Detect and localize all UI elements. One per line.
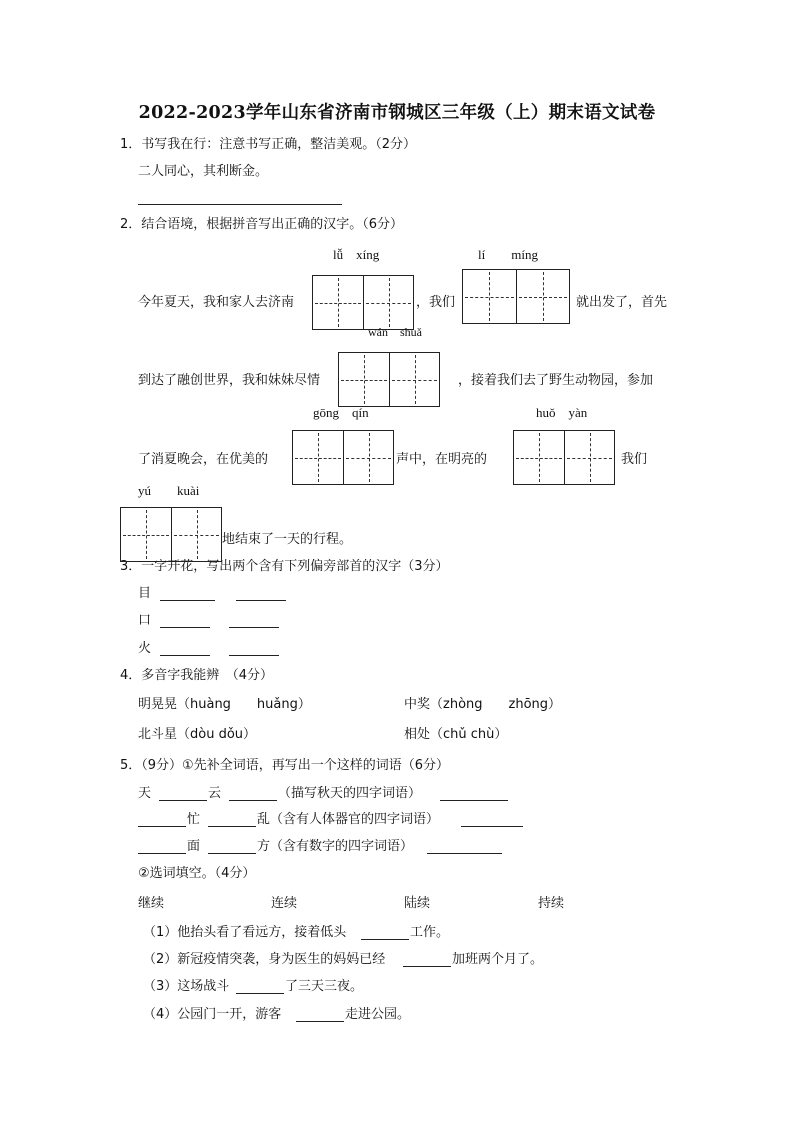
pinyin-gongqin: gōng qín <box>313 405 369 420</box>
q3-blank-huo-1[interactable] <box>160 641 210 656</box>
q3-blank-mu-2[interactable] <box>236 586 286 601</box>
q2-line2-part1: 到达了融创世界，我和妹妹尽情 <box>138 373 321 388</box>
q5-l1-blank1[interactable] <box>159 786 207 801</box>
answer-grid-gongqin[interactable] <box>292 430 394 485</box>
q5-l3-b: 方（含有数字的四字词语） <box>257 839 414 854</box>
q5-s4-blank[interactable] <box>296 1007 344 1022</box>
q1-heading: 1．书写我在行：注意书写正确，整洁美观。（2分） <box>120 137 417 152</box>
q2-line1-part1: 今年夏天，我和家人去济南 <box>138 295 295 310</box>
pinyin-yukuai: yú kuài <box>138 483 200 498</box>
q5-l3-blank2[interactable] <box>208 839 256 854</box>
q2-line3-part1: 了消夏晚会，在优美的 <box>138 452 269 467</box>
q2-line3-part2: 声中，在明亮的 <box>396 452 488 467</box>
pinyin-huoyan: huǒ yàn <box>536 405 588 420</box>
q3-radical-mu: 目 <box>138 586 152 601</box>
q5-l3-blank1[interactable] <box>138 839 186 854</box>
q5-heading: 5．（9分）①先补全词语，再写出一个这样的词语（6分） <box>120 758 449 773</box>
answer-grid-yukuai[interactable] <box>120 507 222 562</box>
q5-option-lianxu: 连续 <box>271 896 298 911</box>
q2-line1-part2: ，我们 <box>416 295 456 310</box>
q5-l1-answer[interactable] <box>440 786 508 801</box>
q5-l1-a: 天 <box>138 786 152 801</box>
q3-radical-huo: 火 <box>138 641 152 656</box>
q5-l1-blank2[interactable] <box>229 786 277 801</box>
q5-s1-b: 工作。 <box>410 925 450 940</box>
q4-item-beidouxing: 北斗星（dòu dǒu） <box>138 727 257 742</box>
q4-item-xiangchu: 相处（chǔ chù） <box>404 727 508 742</box>
q5-option-jixu: 继续 <box>138 896 165 911</box>
q5-s2-b: 加班两个月了。 <box>452 952 544 967</box>
q5-l1-c: （描写秋天的四字词语） <box>278 786 422 801</box>
q5-s1-blank[interactable] <box>361 925 409 940</box>
q5-l2-answer[interactable] <box>461 812 523 827</box>
q5-l3-a: 面 <box>187 839 201 854</box>
q4-item-minghuanghuang: 明晃晃（huàng huǎng） <box>138 697 311 712</box>
q5-s3-b: 了三天三夜。 <box>285 979 364 994</box>
pinyin-wanshua: wán shuǎ <box>368 325 422 339</box>
q4-heading: 4．多音字我能辨 （4分） <box>120 668 274 683</box>
q3-blank-kou-2[interactable] <box>229 613 279 628</box>
q2-line4: 地结束了一天的行程。 <box>222 532 353 547</box>
q5-l3-answer[interactable] <box>427 839 502 854</box>
answer-grid-huoyan[interactable] <box>513 430 615 485</box>
q5-l2-blank1[interactable] <box>138 812 186 827</box>
pinyin-lvxing: lǚ xíng <box>333 247 380 262</box>
q5-l2-a: 忙 <box>187 812 201 827</box>
q2-line2-part2: ，接着我们去了野生动物园，参加 <box>458 373 654 388</box>
q2-heading: 2．结合语境，根据拼音写出正确的汉字。（6分） <box>120 217 404 232</box>
q3-blank-kou-1[interactable] <box>160 613 210 628</box>
q5-s4-b: 走进公园。 <box>345 1007 411 1022</box>
q5-option-luxu: 陆续 <box>404 896 431 911</box>
q1-text: 二人同心，其利断金。 <box>138 164 269 179</box>
q3-radical-kou: 口 <box>138 613 152 628</box>
q5-s3-blank[interactable] <box>236 979 284 994</box>
q5-subheading: ②选词填空。（4分） <box>138 866 256 881</box>
q5-l2-b: 乱（含有人体器官的四字词语） <box>257 812 440 827</box>
q5-s3-a: （3）这场战斗 <box>143 979 230 994</box>
q3-blank-huo-2[interactable] <box>229 641 279 656</box>
q5-s2-blank[interactable] <box>403 952 451 967</box>
q3-heading: 3．一字开花，写出两个含有下列偏旁部首的汉字（3分） <box>120 559 449 574</box>
answer-grid-wanshua[interactable] <box>338 352 440 407</box>
q5-l2-blank2[interactable] <box>208 812 256 827</box>
q2-line1-part3: 就出发了，首先 <box>576 295 668 310</box>
answer-grid-lvxing[interactable] <box>312 275 414 330</box>
answer-grid-liming[interactable] <box>462 269 570 324</box>
q5-s2-a: （2）新冠疫情突袭，身为医生的妈妈已经 <box>143 952 386 967</box>
q5-option-chixu: 持续 <box>538 896 565 911</box>
q5-s4-a: （4）公园门一开，游客 <box>143 1007 282 1022</box>
q5-s1-a: （1）他抬头看了看远方，接着低头 <box>143 925 347 940</box>
page-title: 2022-2023学年山东省济南市钢城区三年级（上）期末语文试卷 <box>138 103 656 123</box>
pinyin-liming: lí míng <box>478 247 538 262</box>
q5-l1-b: 云 <box>208 786 222 801</box>
q1-write-line[interactable] <box>138 204 342 205</box>
q3-blank-mu-1[interactable] <box>160 586 215 601</box>
q2-line3-part3: 我们 <box>621 452 648 467</box>
q4-item-zhongjiang: 中奖（zhòng zhōng） <box>404 697 562 712</box>
